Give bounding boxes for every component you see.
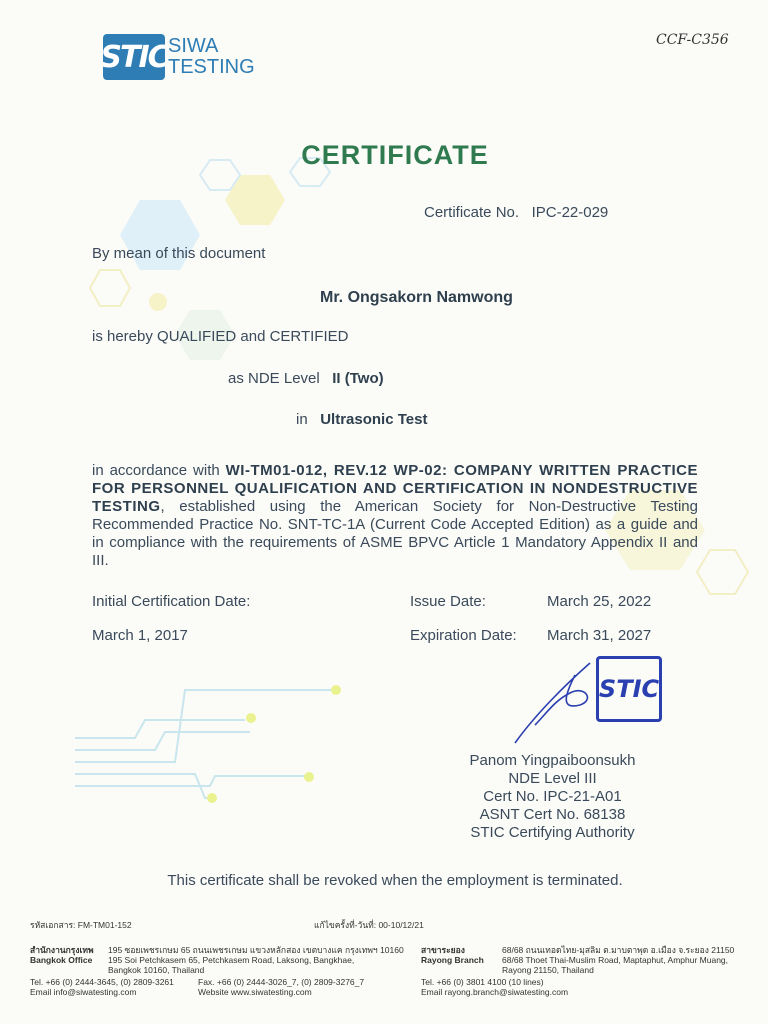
method-line [296, 411, 427, 428]
bangkok-thai-label: สำนักงานกรุงเทพ [30, 945, 94, 955]
rayong-thai-label: สาขาระยอง [421, 945, 465, 955]
signatory-block [430, 752, 675, 842]
revocation-note: This certificate shall be revoked when the employment is terminated. [167, 872, 623, 889]
handwritten-reference: CCF-C356 [656, 32, 729, 48]
level-value: II (Two) [332, 370, 384, 387]
stic-logo [100, 34, 168, 80]
bangkok-fax: Fax. +66 (0) 2444-3026_7, (0) 2809-3276_7 [198, 977, 365, 987]
signatory-asnt: ASNT Cert No. 68138 [479, 806, 626, 823]
bangkok-address-1: 195 Soi Petchkasem 65, Petchkasem Road, Laksong, Bangkhae, [108, 955, 355, 965]
certificate-number [424, 204, 608, 221]
rayong-branch-label [421, 945, 501, 965]
rayong-email[interactable]: Email rayong.branch@siwatesting.com [421, 987, 569, 997]
bangkok-office-label [30, 945, 108, 965]
rayong-label: Rayong Branch [421, 955, 484, 965]
bangkok-address-2: Bangkok 10160, Thailand [108, 965, 205, 975]
doc-code: รหัสเอกสาร: FM-TM01-152 [30, 920, 132, 930]
level-label: as NDE Level [228, 370, 320, 387]
para-bold: WI-TM01-012, REV.12 WP-02: COMPANY WRITTEN PRACTICE FOR PERSONNEL QUALIFICATION AND CERTIFICATION IN NONDESTRUCTIVE TESTING [92, 462, 698, 515]
bangkok-tel: Tel. +66 (0) 2444-3645, (0) 2809-3261 [30, 977, 174, 987]
issue-date-label: Issue Date: [410, 593, 486, 610]
bangkok-office-address [108, 945, 418, 975]
bangkok-label: Bangkok Office [30, 955, 93, 965]
circuit-decoration [75, 680, 365, 820]
qualified-text: is hereby QUALIFIED and CERTIFIED [92, 328, 349, 345]
logo-mark: STIC [100, 39, 168, 75]
cert-no-value: IPC-22-029 [531, 204, 609, 221]
logo-line1: SIWA [168, 35, 219, 57]
rayong-thai-address: 68/68 ถนนเทอดไทย-มุสลิม ต.มาบตาพุด อ.เมือง จ.ระยอง 21150 [502, 945, 735, 955]
method-label: in [296, 411, 308, 428]
bangkok-email[interactable]: Email info@siwatesting.com [30, 987, 137, 997]
para-text-1: in accordance with [92, 462, 226, 479]
hexagon-decoration [80, 150, 340, 380]
revision-info: แก้ไขครั้งที่-วันที่: 00-10/12/21 [314, 920, 424, 930]
level-line [228, 370, 384, 387]
initial-date-label: Initial Certification Date: [92, 593, 251, 610]
bangkok-website[interactable]: Website www.siwatesting.com [198, 987, 312, 997]
rayong-branch-address [502, 945, 742, 975]
signatory-cert: Cert No. IPC-21-A01 [483, 788, 622, 805]
method-value: Ultrasonic Test [320, 411, 428, 428]
certificate-title: CERTIFICATE [301, 140, 489, 170]
signatory-role: STIC Certifying Authority [470, 824, 635, 841]
bangkok-contacts [30, 977, 200, 997]
rayong-tel: Tel. +66 (0) 3801 4100 (10 lines) [421, 977, 544, 987]
rayong-address-1: 68/68 Thoet Thai-Muslim Road, Maptaphut, Amphur Muang, [502, 955, 729, 965]
signatory-level: NDE Level III [508, 770, 597, 787]
bangkok-fax-web [198, 977, 418, 997]
cert-no-label: Certificate No. [424, 204, 520, 221]
expiration-date-label: Expiration Date: [410, 627, 517, 644]
compliance-paragraph [92, 462, 698, 570]
issue-date-value: March 25, 2022 [547, 593, 652, 610]
intro-text: By mean of this document [92, 245, 266, 262]
holder-name: Mr. Ongsakorn Namwong [320, 289, 513, 306]
signatory-name: Panom Yingpaiboonsukh [469, 752, 636, 769]
initial-date-value: March 1, 2017 [92, 627, 188, 644]
rayong-address-2: Rayong 21150, Thailand [502, 965, 594, 975]
stamp-text: STIC [598, 675, 660, 703]
logo-line2: TESTING [168, 56, 255, 78]
stic-stamp [596, 656, 662, 722]
logo-wordmark [168, 36, 255, 78]
bangkok-thai-address: 195 ซอยเพชรเกษม 65 ถนนเพชรเกษม แขวงหลักสอง เขตบางแค กรุงเทพฯ 10160 [108, 945, 404, 955]
rayong-contacts [421, 977, 721, 997]
expiration-date-value: March 31, 2027 [547, 627, 652, 644]
para-text-2: , established using the American Society for Non-Destructive Testing Recommended Practice No. SNT-TC-1A (Current Code Accepted Edition) as a guide and in compliance with the requirements of ASME BPVC Article 1 Mandatory Appendix II and III. [92, 498, 698, 569]
